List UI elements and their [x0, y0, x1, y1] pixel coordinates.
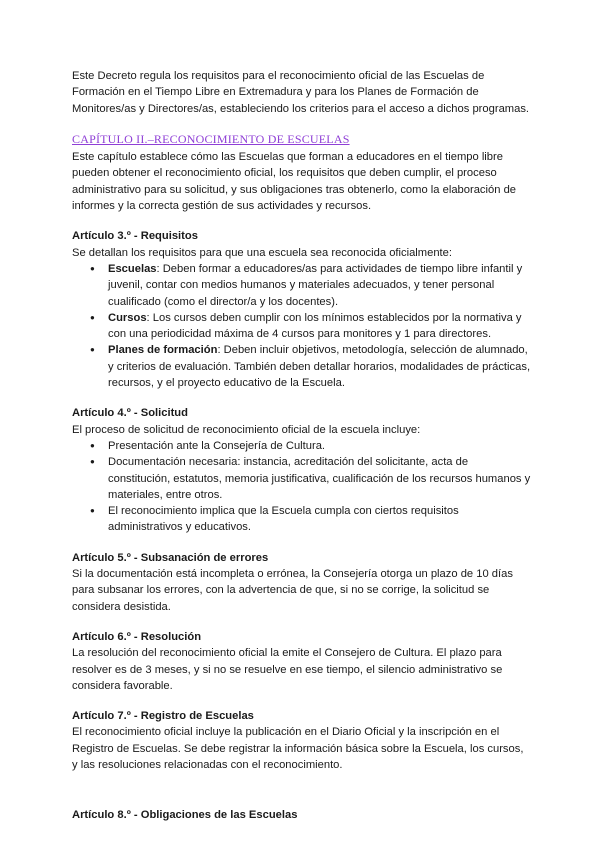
intro-paragraph: Este Decreto regula los requisitos para el reconocimiento oficial de las Escuelas de Formación en el Tiempo Libre en Extremadura y para los Planes de Formación de Monitores/as y Directores/as, estableciendo los criterios para el acceso a dichos programas. [72, 70, 530, 115]
chapter-text: Este capítulo establece cómo las Escuelas que forman a educadores en el tiempo libre pueden obtener el reconocimiento oficial, los requisitos que deben cumplir, el proceso administrativo para su solicitud, y sus obligaciones tras obtenerlo, como la elaboración de informes y la correcta gestión de sus actividades y recursos. [72, 151, 517, 213]
article-5-title: Artículo 5.º [72, 551, 131, 564]
list-item [108, 310, 532, 343]
article-3 [72, 228, 532, 391]
article-5-text: Si la documentación está incompleta o errónea, la Consejería otorga un plazo de 10 días para subsanar los errores, con la advertencia de que, si no se corrige, la solicitud se considera desistida. [72, 568, 513, 613]
article-5-heading [72, 550, 532, 566]
article-6-subtitle: - Resolución [130, 630, 202, 643]
article-7-title: Artículo 7.º [72, 710, 131, 723]
list-item-term: Planes de formación [108, 344, 218, 357]
article-4-intro: El proceso de solicitud de reconocimiento oficial de la escuela incluye: [72, 423, 421, 436]
list-item-text: : Los cursos deben cumplir con los mínimos establecidos por la normativa y con una periodicidad máxima de 4 cursos para monitores y 1 para directores. [108, 311, 522, 341]
article-4-list [72, 438, 532, 536]
list-item-text: : Deben formar a educadores/as para actividades de tiempo libre infantil y juvenil, contar con medios humanos y materiales adecuados, y tener personal cualificado (como el director/a y los docentes). [108, 262, 523, 308]
article-8 [72, 807, 532, 823]
article-4-heading [72, 405, 532, 421]
article-7-text: El reconocimiento oficial incluye la publicación en el Diario Oficial y la inscripción en el Registro de Escuelas. Se debe registrar la información básica sobre la Escuela, los cursos, y las resoluciones relacionadas con el reconocimiento. [72, 726, 524, 771]
article-8-subtitle: - Obligaciones de las Escuelas [130, 809, 298, 822]
article-4-title: Artículo 4.º [72, 407, 131, 420]
list-item [108, 342, 532, 391]
list-item [108, 261, 532, 310]
article-4-subtitle: - Solicitud [130, 407, 188, 420]
list-item-term: Escuelas [108, 262, 157, 275]
list-item-term: Cursos [108, 311, 147, 324]
article-3-intro: Se detallan los requisitos para que una escuela sea reconocida oficialmente: [72, 246, 452, 259]
list-item: ● El reconocimiento implica que la Escuela cumpla con ciertos requisitos administrativos y educativos. [108, 503, 532, 536]
document-page [72, 68, 532, 824]
article-8-title: Artículo 8.º [72, 809, 131, 822]
chapter-title: CAPÍTULO II.–RECONOCIMIENTO DE ESCUELAS [72, 131, 350, 146]
article-7-heading [72, 708, 532, 724]
article-7 [72, 708, 532, 773]
article-7-subtitle: - Registro de Escuelas [130, 710, 254, 723]
article-6-title: Artículo 6.º [72, 630, 131, 643]
article-5 [72, 550, 532, 615]
article-3-list [72, 261, 532, 391]
article-6-text: La resolución del reconocimiento oficial la emite el Consejero de Cultura. El plazo para resolver es de 3 meses, y si no se resuelve en ese tiempo, el silencio administrativo se considera favorable. [72, 647, 503, 692]
article-8-heading [72, 807, 532, 823]
article-3-heading [72, 228, 532, 244]
article-6 [72, 629, 532, 694]
chapter-section [72, 131, 532, 214]
article-4 [72, 405, 532, 535]
article-3-title: Artículo 3.º [72, 230, 131, 243]
list-item: ● Presentación ante la Consejería de Cultura. [108, 438, 532, 454]
list-item: ● Documentación necesaria: instancia, acreditación del solicitante, acta de constitución, estatutos, memoria justificativa, cualificación de los recursos humanos y materiales, entre otros. [108, 454, 532, 503]
article-6-heading [72, 629, 532, 645]
list-item-text: : Deben incluir objetivos, metodología, selección de alumnado, y criterios de evaluación. También deben detallar horarios, modalidades de prácticas, recursos, y el proyecto educativo de la Escuela. [108, 344, 531, 390]
article-5-subtitle: - Subsanación de errores [130, 551, 269, 564]
article-3-subtitle: - Requisitos [130, 230, 198, 243]
